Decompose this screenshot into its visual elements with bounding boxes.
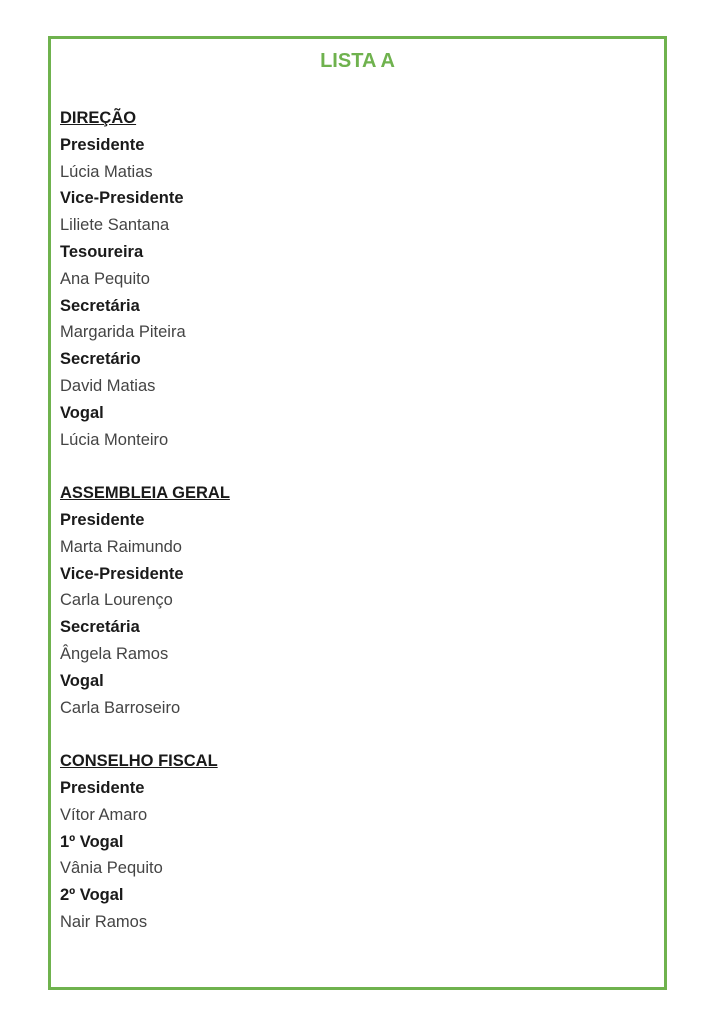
role-label: Secretária (60, 296, 140, 315)
member-name: Carla Lourenço (60, 591, 173, 610)
section-direcao (60, 105, 655, 453)
role-label: Presidente (60, 778, 145, 797)
role-label: Secretário (60, 350, 141, 369)
member-name: Ângela Ramos (60, 644, 169, 663)
document-frame (48, 36, 667, 990)
role-label: Secretária (60, 618, 140, 637)
role-label: 1º Vogal (60, 832, 124, 851)
section-assembleia-geral (60, 480, 655, 721)
member-name: Nair Ramos (60, 912, 148, 931)
member-name: Ana Pequito (60, 269, 150, 288)
role-label: Vogal (60, 671, 104, 690)
document-content (60, 105, 655, 963)
role-label: Tesoureira (60, 242, 144, 261)
role-label: Vogal (60, 403, 104, 422)
document-title: LISTA A (320, 50, 395, 72)
role-label: Vice-Presidente (60, 189, 184, 208)
member-name: Liliete Santana (60, 216, 170, 235)
section-conselho-fiscal (60, 748, 655, 936)
role-label: Presidente (60, 510, 145, 529)
section-heading: CONSELHO FISCAL (60, 752, 218, 771)
role-label: 2º Vogal (60, 886, 124, 905)
member-name: Carla Barroseiro (60, 698, 181, 717)
role-label: Presidente (60, 135, 145, 154)
role-label: Vice-Presidente (60, 564, 184, 583)
member-name: Vítor Amaro (60, 805, 148, 824)
member-name: Lúcia Monteiro (60, 430, 169, 449)
member-name: Lúcia Matias (60, 162, 153, 181)
member-name: Vânia Pequito (60, 859, 163, 878)
section-heading: ASSEMBLEIA GERAL (60, 484, 230, 503)
member-name: Margarida Piteira (60, 323, 186, 342)
member-name: David Matias (60, 376, 156, 395)
section-heading: DIREÇÃO (60, 109, 137, 127)
member-name: Marta Raimundo (60, 537, 182, 556)
